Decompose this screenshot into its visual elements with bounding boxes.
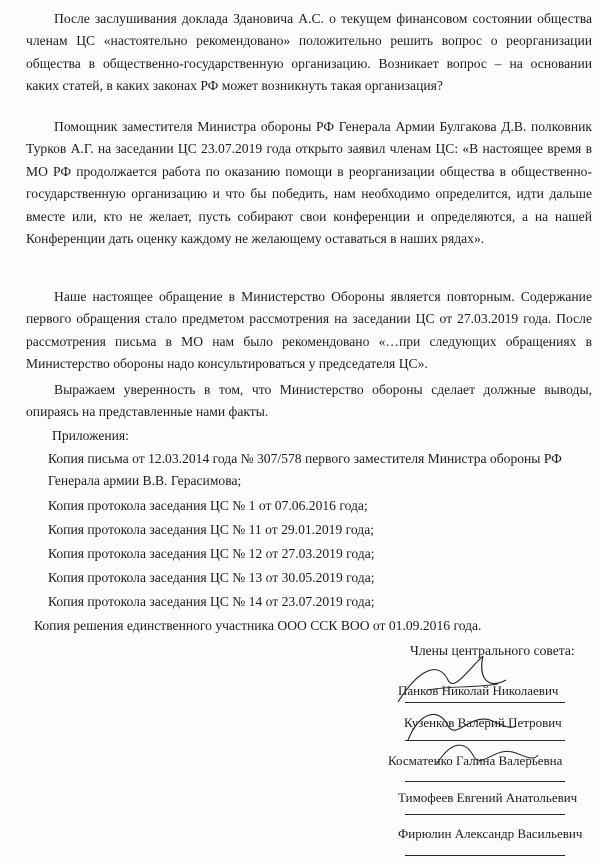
signature-name-1: Панков Николай Николаевич: [398, 683, 559, 698]
attachments-list: [34, 448, 593, 638]
attachments-title: Приложения:: [52, 428, 129, 443]
attachment-item: Копия протокола заседания ЦС № 14 от 23.07.2019 года;: [48, 594, 375, 609]
paragraph-3: [26, 286, 592, 376]
signature-name-4: Тимофеев Евгений Анатольевич: [398, 790, 578, 805]
paragraph-2-text: Помощник заместителя Министра обороны РФ Генерала Армии Булгакова Д.В. полковник Турков А.Г. на заседании ЦС 23.07.2019 года открыто заявил членам ЦС: «В настоящее время в МО РФ продолжается работа по оказанию помощи в реорганизации общества в общественно-государственную организацию и что бы победить, нам необходимо определится, идти дальше вместе или, кто не желает, пусть собирают свои конференции и определяются, а на нашей Конференции дать оценку каждому не желающему оставаться в наших рядах».: [26, 119, 592, 247]
signature-name-2: Кузенков Валерий Петрович: [404, 715, 562, 730]
paragraph-1-text: После заслушивания доклада Здановича А.С. о текущем финансовом состоянии общества членам ЦС «настоятельно рекомендовано» положительно решить вопрос о реорганизации общества в общественно-государственную организацию. Возникает вопрос – на основании каких статей, в каких законах РФ может возникнуть такая организация?: [26, 11, 592, 94]
attachment-item: Копия письма от 12.03.2014 года № 307/578 первого заместителя Министра обороны РФ Генерала армии В.В. Герасимова;: [48, 451, 562, 488]
paragraph-1: [26, 8, 592, 98]
attachment-item: Копия протокола заседания ЦС № 11 от 29.01.2019 года;: [48, 522, 375, 537]
attachment-item: Копия протокола заседания ЦС № 13 от 30.05.2019 года;: [48, 570, 375, 585]
attachment-item: Копия протокола заседания ЦС № 1 от 07.06.2016 года;: [48, 498, 368, 513]
paragraph-2: [26, 116, 592, 250]
signature-name-5: Фирюлин Александр Васильевич: [398, 826, 583, 841]
paragraph-4-text: Выражаем уверенность в том, что Министерство обороны сделает должные выводы, опираясь на представленные нами факты.: [26, 382, 592, 420]
members-title: Члены центрального совета:: [410, 643, 575, 658]
signature-line-6: [405, 845, 565, 856]
paragraph-3-text: Наше настоящее обращение в Министерство Обороны является повторным. Содержание первого обращения стало предметом рассмотрения на заседании ЦС от 27.03.2019 года. После рассмотрения письма в МО нам было рекомендовано «…при следующих обращениях в Министерство обороны надо консультироваться у председателя ЦС».: [26, 289, 592, 372]
attachment-item: Копия протокола заседания ЦС № 12 от 27.03.2019 года;: [48, 546, 375, 561]
signature-name-3: Косматенко Галина Валерьевна: [388, 753, 563, 768]
attachment-item: Копия решения единственного участника ООО ССК ВОО от 01.09.2016 года.: [34, 618, 482, 633]
paragraph-4: [26, 379, 592, 424]
